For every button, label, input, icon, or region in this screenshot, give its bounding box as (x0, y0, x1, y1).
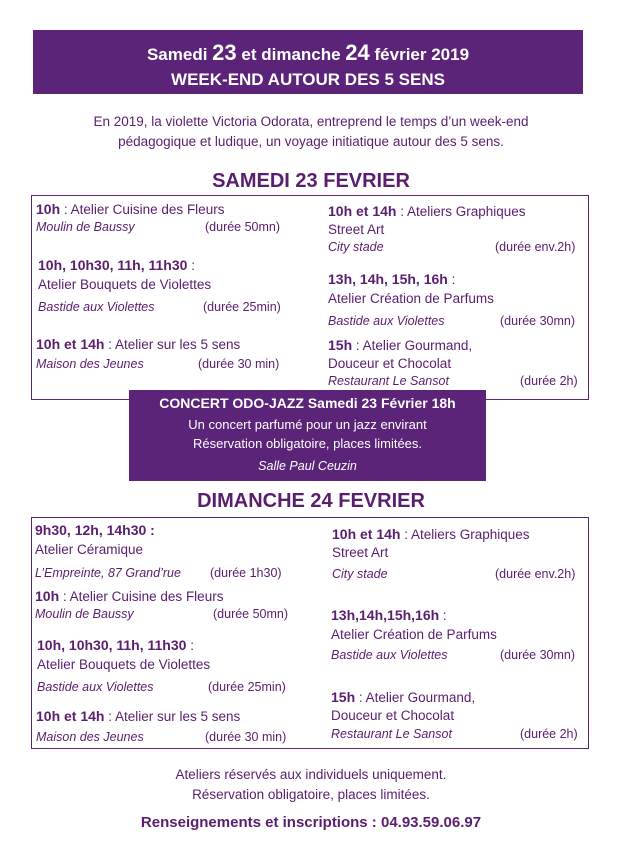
event-subtitle: Douceur et Chocolat (331, 708, 455, 723)
event-duration: (durée 30 min) (205, 730, 287, 744)
event-place: Bastide aux Violettes (37, 680, 154, 694)
event-title (332, 525, 530, 544)
event-duration: (durée 30mn) (500, 314, 576, 328)
header-text: et dimanche (236, 45, 346, 64)
event-time: 10h et 14h (328, 203, 397, 219)
event-subtitle: Street Art (332, 545, 389, 560)
event-duration: (durée 30 min) (198, 357, 280, 371)
event-time: 15h (328, 337, 353, 353)
event-name: : (439, 608, 447, 623)
event-title (328, 336, 472, 355)
header-banner (33, 30, 583, 94)
sunday-title: DIMANCHE 24 FEVRIER (197, 490, 425, 512)
event-subtitle: Atelier Céramique (35, 542, 144, 557)
event-duration: (durée 50mn) (205, 220, 281, 234)
event-title (38, 256, 195, 275)
event-time: 10h et 14h (36, 708, 105, 724)
event-place: City stade (328, 240, 384, 254)
event-name: : Atelier sur les 5 sens (104, 709, 241, 724)
event-name: : Atelier sur les 5 sens (104, 337, 241, 352)
event-name: : (187, 258, 195, 273)
event-duration: (durée 2h) (520, 374, 578, 388)
event-title (331, 688, 475, 707)
header-day-2: 24 (345, 40, 370, 65)
concert-location: Salle Paul Ceuzin (258, 459, 357, 473)
event-place: Bastide aux Violettes (38, 300, 155, 314)
event-name: : (447, 272, 456, 287)
concert-banner (129, 390, 486, 481)
event-duration: (durée 30mn) (500, 648, 576, 662)
event-duration: (durée 25min) (203, 300, 281, 314)
event-place: L’Empreinte, 87 Grand’rue (35, 566, 181, 580)
event-time: 10h (35, 588, 60, 604)
event-place: City stade (332, 567, 388, 581)
concert-title: CONCERT ODO-JAZZ Samedi 23 Février 18h (159, 395, 456, 411)
event-time: 15h (331, 689, 356, 705)
event-place: Maison des Jeunes (36, 730, 144, 744)
event-place: Bastide aux Violettes (331, 648, 448, 662)
event-duration: (durée 50mn) (213, 607, 289, 621)
event-duration: (durée 2h) (520, 727, 578, 741)
event-place: Restaurant Le Sansot (328, 374, 449, 388)
event-name: : Atelier Gourmand, (352, 338, 473, 353)
event-place: Moulin de Baussy (36, 220, 135, 234)
event-name: : Atelier Gourmand, (355, 690, 476, 705)
header-text: Samedi (146, 45, 213, 64)
event-title (35, 521, 155, 540)
event-place: Restaurant Le Sansot (331, 727, 452, 741)
event-duration: (durée 1h30) (210, 566, 282, 580)
event-subtitle: Atelier Création de Parfums (331, 627, 497, 642)
footer-note-2: Réservation obligatoire, places limitées. (192, 787, 430, 802)
event-time: 9h30, 12h, 14h30 : (35, 522, 155, 538)
intro-line-1: En 2019, la violette Victoria Odorata, entreprend le temps d’un week-end (93, 114, 529, 129)
intro-line-2: pédagogique et ludique, un voyage initiatique autour des 5 sens. (118, 134, 504, 149)
event-place: Maison des Jeunes (36, 357, 144, 371)
event-title (37, 636, 194, 655)
event-name: : Atelier Cuisine des Fleurs (60, 202, 225, 217)
header-text: février 2019 (369, 45, 470, 64)
header-subtitle: WEEK-END AUTOUR DES 5 SENS (171, 70, 445, 89)
event-name: : Ateliers Graphiques (396, 204, 526, 219)
event-title (328, 202, 526, 221)
header-day-1: 23 (212, 40, 237, 65)
event-place: Moulin de Baussy (35, 607, 134, 621)
event-subtitle: Douceur et Chocolat (328, 356, 452, 371)
event-place: Bastide aux Violettes (328, 314, 445, 328)
event-time: 10h, 10h30, 11h, 11h30 (38, 257, 188, 273)
event-title (36, 707, 240, 726)
event-subtitle: Atelier Création de Parfums (328, 291, 494, 306)
event-subtitle: Street Art (328, 222, 385, 237)
event-time: 10h et 14h (332, 526, 401, 542)
event-name: : Atelier Cuisine des Fleurs (59, 589, 224, 604)
concert-description: Un concert parfumé pour un jazz envirant (188, 417, 427, 432)
event-subtitle: Atelier Bouquets de Violettes (38, 277, 212, 292)
event-duration: (durée 25min) (208, 680, 286, 694)
footer-note-1: Ateliers réservés aux individuels uniquement. (175, 767, 447, 782)
event-time: 10h, 10h30, 11h, 11h30 (37, 637, 187, 653)
event-title (36, 200, 224, 219)
event-title (328, 270, 455, 289)
event-time: 10h (36, 201, 61, 217)
event-title (35, 587, 223, 606)
event-subtitle: Atelier Bouquets de Violettes (37, 657, 211, 672)
event-time: 13h, 14h, 15h, 16h (328, 271, 448, 287)
event-duration: (durée env.2h) (495, 240, 576, 254)
event-name: : Ateliers Graphiques (400, 527, 530, 542)
header-dates (33, 40, 583, 66)
event-time: 13h,14h,15h,16h (331, 607, 440, 623)
event-title (36, 335, 240, 354)
event-title (331, 606, 447, 625)
event-name: : (186, 638, 194, 653)
event-time: 10h et 14h (36, 336, 105, 352)
concert-reservation: Réservation obligatoire, places limitées. (192, 436, 423, 451)
saturday-title: SAMEDI 23 FEVRIER (212, 170, 410, 192)
event-duration: (durée env.2h) (495, 567, 576, 581)
contact-info: Renseignements et inscriptions : 04.93.59.06.97 (140, 814, 482, 831)
